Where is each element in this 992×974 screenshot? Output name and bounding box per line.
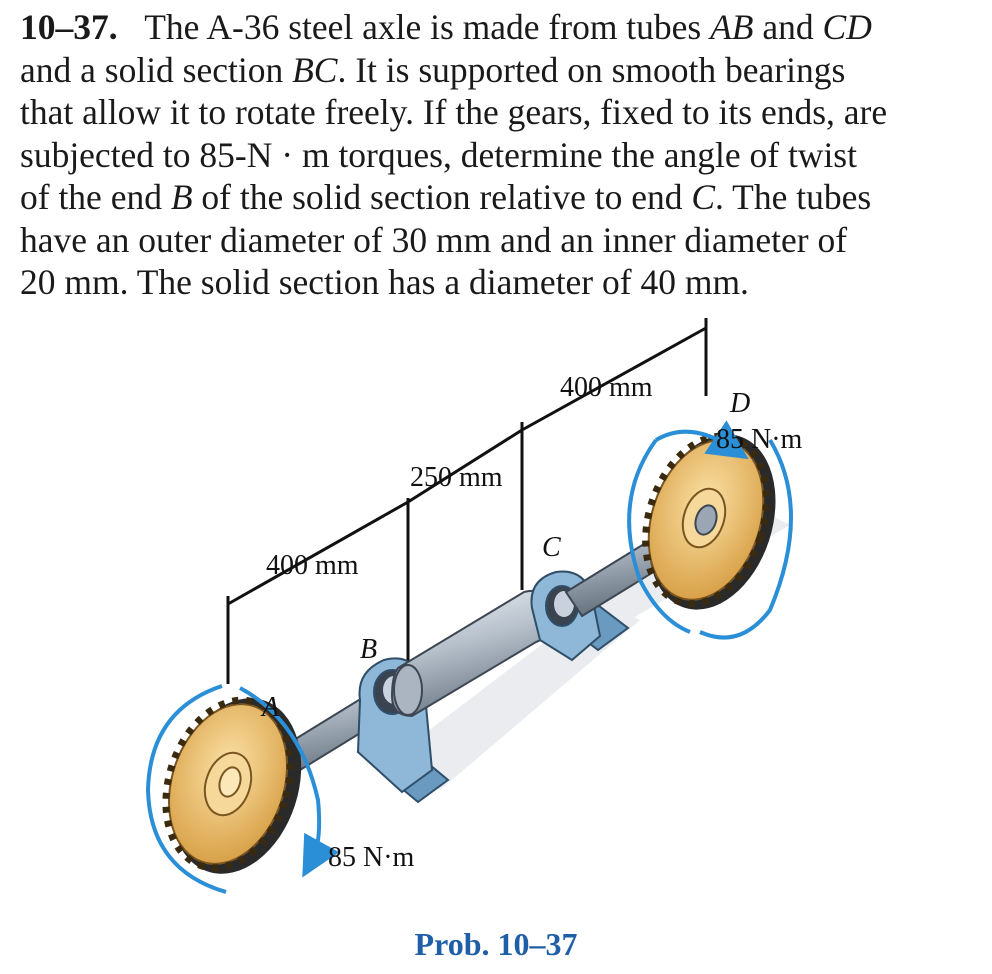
figure-caption: Prob. 10–37 — [414, 926, 578, 962]
problem-line-1: 10–37. The A-36 steel axle is made from tubes AB and CD — [20, 7, 872, 47]
problem-number: 10–37. — [20, 7, 118, 47]
point-label-a: A — [262, 692, 280, 723]
torque-label-a: 85 N·m — [328, 842, 415, 873]
dim-label-ab: 400 mm — [266, 550, 359, 581]
torque-label-d: 85 N·m — [716, 424, 803, 455]
point-label-d: D — [730, 388, 751, 419]
point-label-c: C — [542, 532, 561, 563]
point-label-b: B — [360, 634, 378, 665]
gear-a — [145, 681, 322, 892]
problem-line-6: have an outer diameter of 30 mm and an inner diameter of — [20, 219, 848, 260]
problem-line-7: 20 mm. The solid section has a diameter of 40 mm. — [20, 262, 749, 302]
problem-line-2: and a solid section BC. It is supported on smooth bearings — [20, 49, 846, 90]
dim-label-cd: 400 mm — [560, 372, 653, 403]
problem-line-4: subjected to 85-N · m torques, determine the angle of twist — [20, 134, 857, 175]
problem-line-5: of the end B of the solid section relative to end C. The tubes — [20, 177, 872, 217]
problem-line-3: that allow it to rotate freely. If the gears, fixed to its ends, are — [20, 92, 888, 132]
dim-label-bc: 250 mm — [410, 462, 503, 493]
